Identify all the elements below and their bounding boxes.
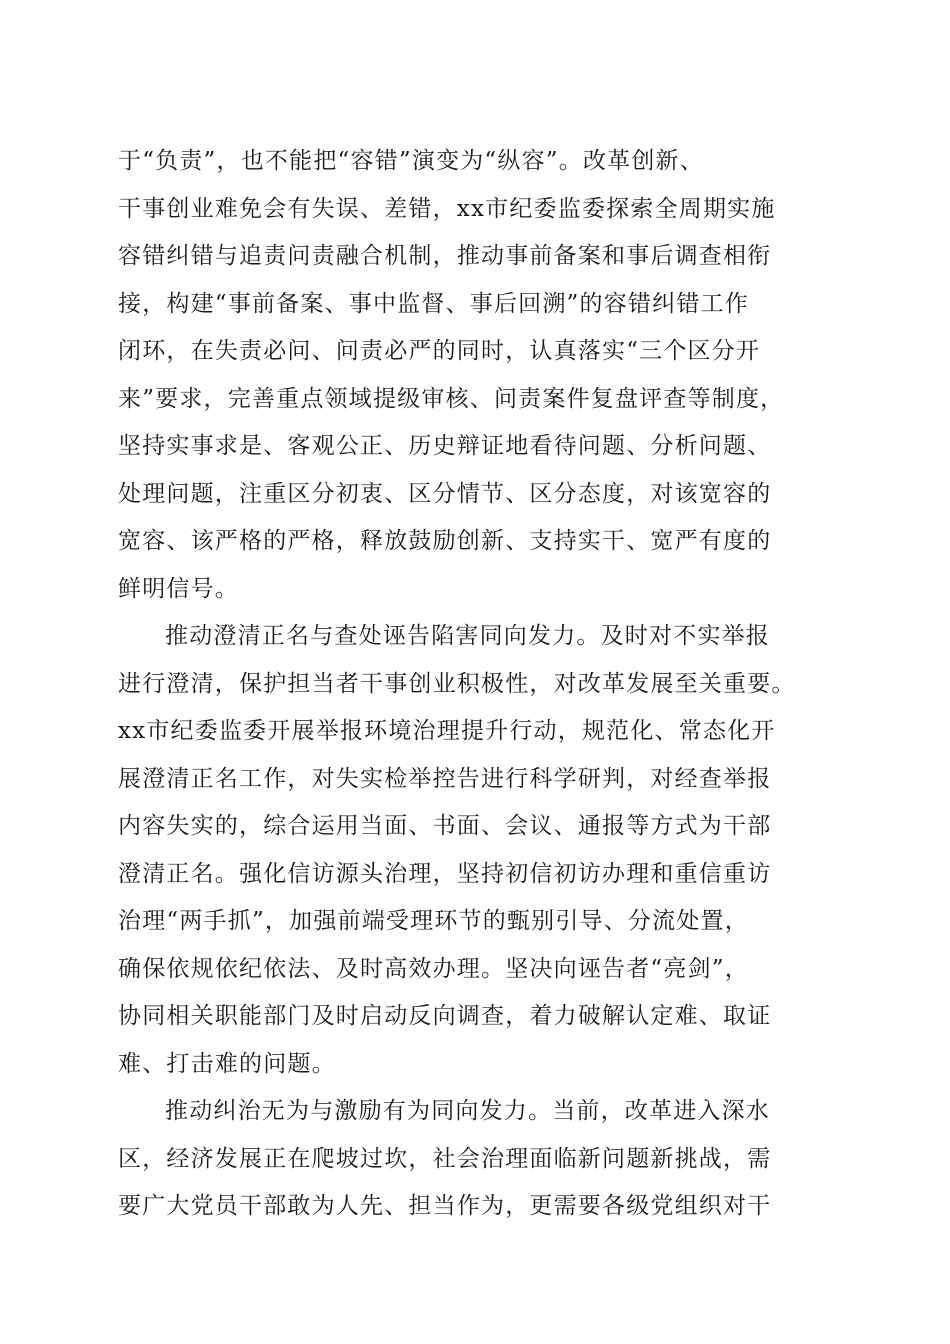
text-line: 处理问题，注重区分初衷、区分情节、区分态度，对该宽容的 (118, 480, 772, 507)
text-line: 闭环，在失责必问、问责必严的同时，认真落实“三个区分开 (118, 338, 761, 364)
text-line: 坚持实事求是、客观公正、历史辩证地看待问题、分析问题、 (118, 433, 772, 459)
text-line: 协同相关职能部门及时启动反向调查，着力破解认定难、取证 (118, 1003, 772, 1029)
text-line-first: 推动纠治无为与激励有为同向发力。当前，改革进入深水 (165, 1098, 770, 1124)
text-line-first: 推动澄清正名与查处诬告陷害同向发力。及时对不实举报 (165, 623, 770, 649)
text-line: 确保依规依纪依法、及时高效办理。坚决向诬告者“亮剑”， (118, 955, 749, 982)
text-line: 干事创业难免会有失误、差错，xx市纪委监委探索全周期实施 (118, 195, 776, 222)
text-line: 要广大党员干部敢为人先、担当作为，更需要各级党组织对干 (118, 1193, 772, 1219)
text-line: 内容失实的，综合运用当面、书面、会议、通报等方式为干部 (118, 813, 772, 839)
paragraph-1 (118, 138, 830, 613)
text-line: 鲜明信号。 (118, 575, 239, 602)
paragraph-2 (118, 613, 830, 1088)
text-line: 宽容、该严格的严格，释放鼓励创新、支持实干、宽严有度的 (118, 528, 772, 554)
text-line: 容错纠错与追责问责融合机制，推动事前备案和事后调查相衔 (118, 243, 772, 269)
text-line: 接，构建“事前备案、事中监督、事后回溯”的容错纠错工作 (118, 290, 749, 317)
text-line: 治理“两手抓”，加强前端受理环节的甄别引导、分流处置， (118, 908, 749, 934)
text-line: 澄清正名。强化信访源头治理，坚持初信初访办理和重信重访 (118, 860, 772, 887)
text-line: 展澄清正名工作，对失实检举控告进行科学研判，对经查举报 (118, 765, 772, 792)
text-line: 于“负责”，也不能把“容错”演变为“纵容”。改革创新、 (118, 148, 704, 174)
paragraph-3 (118, 1088, 830, 1231)
text-line: 难、打击难的问题。 (118, 1050, 336, 1077)
document-body (118, 138, 830, 1231)
text-line: 来”要求，完善重点领域提级审核、问责案件复盘评查等制度， (118, 385, 785, 412)
text-line: xx市纪委监委开展举报环境治理提升行动，规范化、常态化开 (118, 718, 776, 744)
text-line: 区，经济发展正在爬坡过坎，社会治理面临新问题新挑战，需 (118, 1145, 772, 1172)
text-line: 进行澄清，保护担当者干事创业积极性，对改革发展至关重要。 (118, 670, 796, 697)
